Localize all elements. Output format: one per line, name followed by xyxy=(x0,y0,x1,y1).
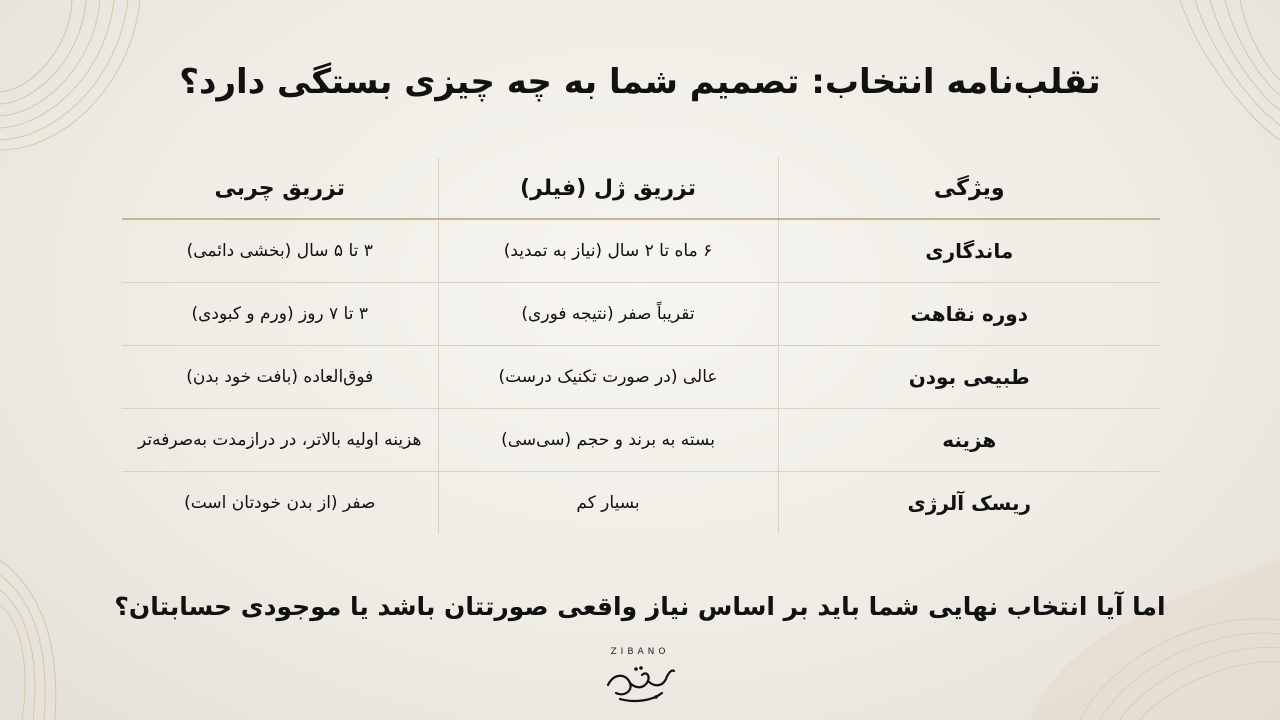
row-fat-cell: فوق‌العاده (بافت خود بدن) xyxy=(122,346,438,409)
header-feature: ویژگی xyxy=(778,158,1160,219)
closing-question: اما آیا انتخاب نهایی شما باید بر اساس نیاز واقعی صورتتان باشد یا موجودی حسابتان؟ xyxy=(114,592,1166,621)
row-filler-cell: تقریباً صفر (نتیجه فوری) xyxy=(438,283,778,346)
row-feature-cell: ماندگاری xyxy=(778,219,1160,283)
comparison-table-container xyxy=(122,158,1160,538)
row-feature-cell: هزینه xyxy=(778,409,1160,472)
row-filler-cell: ۶ ماه تا ۲ سال (نیاز به تمدید) xyxy=(438,219,778,283)
table-row xyxy=(122,219,1160,283)
zibano-logo xyxy=(590,645,690,715)
row-feature-cell: طبیعی بودن xyxy=(778,346,1160,409)
header-filler: تزریق ژل (فیلر) xyxy=(438,158,778,219)
logo-calligraphy-icon xyxy=(600,659,680,705)
table-row xyxy=(122,472,1160,535)
row-feature-cell: دوره نقاهت xyxy=(778,283,1160,346)
logo-wordmark: ZIBANO xyxy=(610,647,670,657)
table-row xyxy=(122,409,1160,472)
header-fat: تزریق چربی xyxy=(122,158,438,219)
row-filler-cell: بسیار کم xyxy=(438,472,778,535)
table-row xyxy=(122,346,1160,409)
row-filler-cell: بسته به برند و حجم (سی‌سی) xyxy=(438,409,778,472)
row-fat-cell: ۳ تا ۵ سال (بخشی دائمی) xyxy=(122,219,438,283)
row-feature-cell: ریسک آلرژی xyxy=(907,491,1031,515)
row-fat-cell: ۳ تا ۷ روز (ورم و کبودی) xyxy=(122,283,438,346)
row-fat-cell: هزینه اولیه بالاتر، در درازمدت به‌صرفه‌تر xyxy=(122,409,438,472)
page-title: تقلب‌نامه انتخاب: تصمیم شما به چه چیزی بستگی دارد؟ xyxy=(179,62,1101,102)
row-filler-cell: عالی (در صورت تکنیک درست) xyxy=(438,346,778,409)
table-row xyxy=(122,283,1160,346)
row-fat-cell: صفر (از بدن خودتان است) xyxy=(122,472,438,535)
comparison-table xyxy=(122,158,1160,534)
table-header-row xyxy=(122,158,1160,219)
